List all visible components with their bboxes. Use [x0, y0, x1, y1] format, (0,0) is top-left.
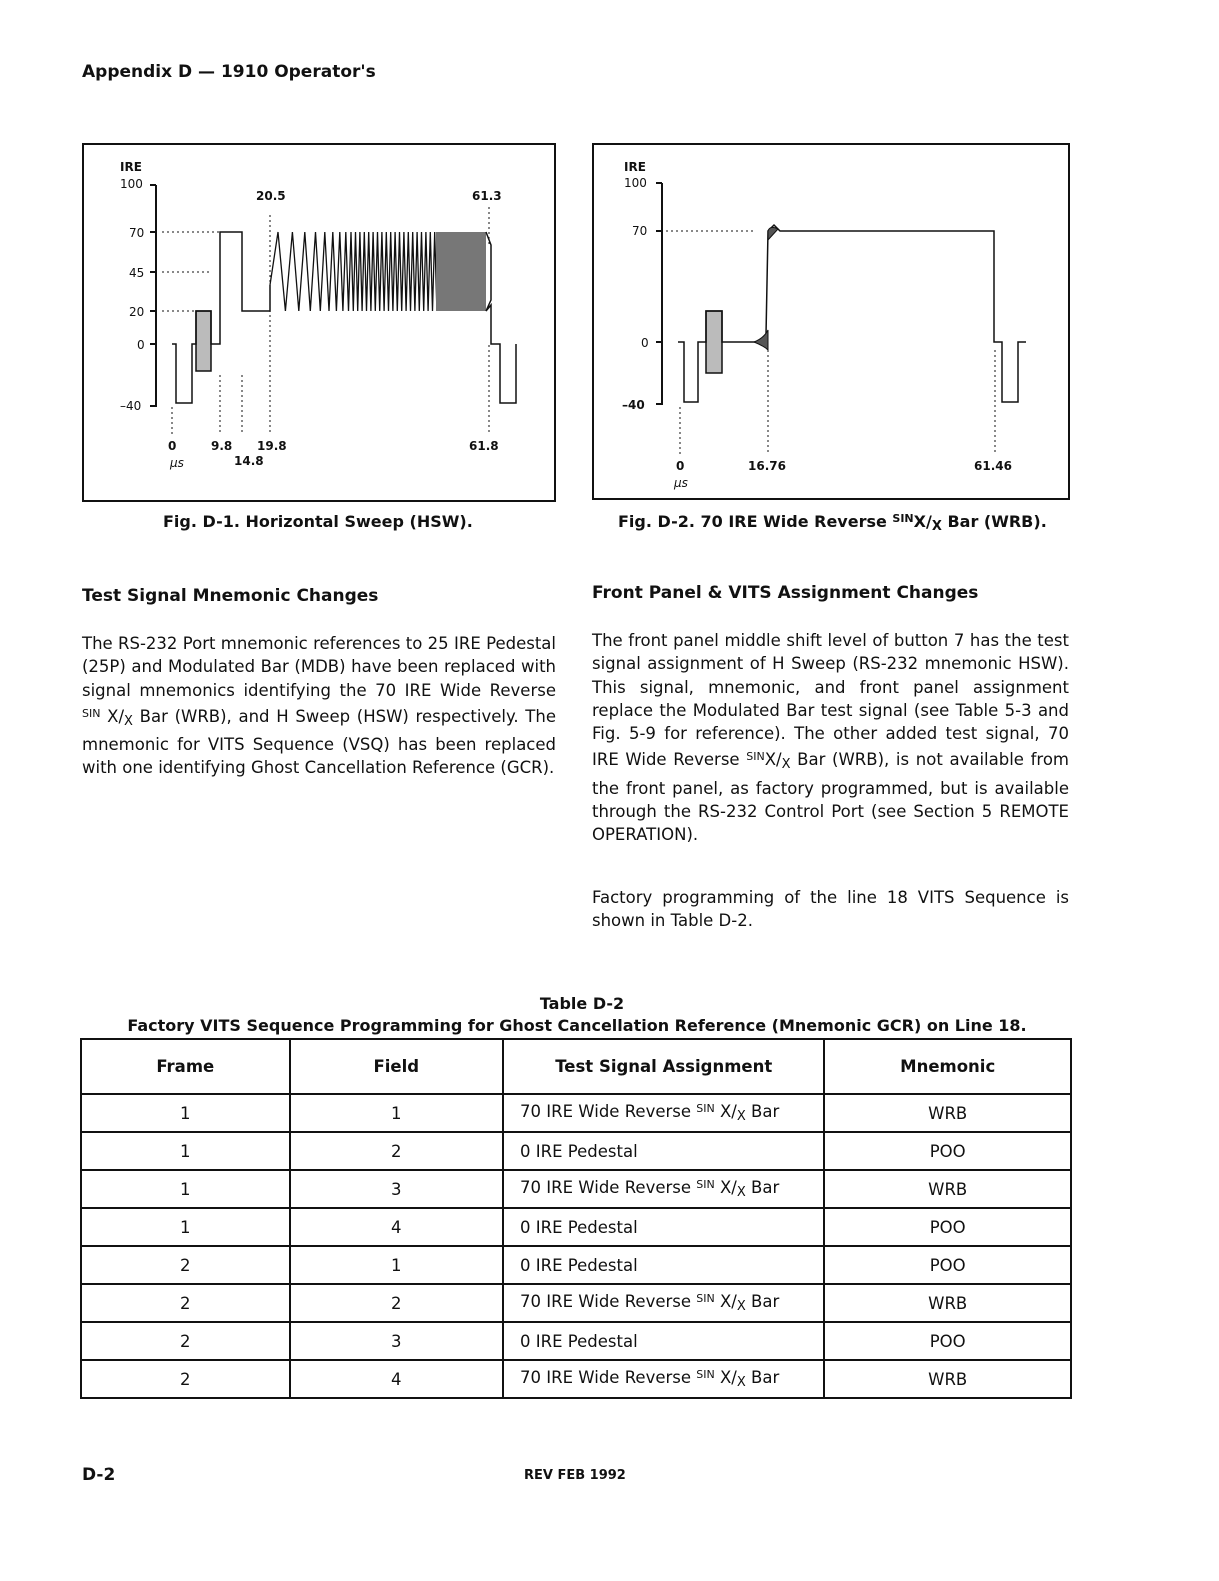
cell-test-signal: 0 IRE Pedestal: [503, 1246, 824, 1284]
cell-mnemonic: POO: [824, 1246, 1071, 1284]
hsw-waveform: [172, 232, 270, 403]
label-16-76: 16.76: [748, 459, 786, 473]
cell-test-signal: 70 IRE Wide Reverse $^{SIN}$ $X/_X$ Bar: [503, 1094, 824, 1132]
sweep-burst: [270, 232, 437, 311]
table-header-row: [81, 1039, 1071, 1094]
figure-d1-waveform: [84, 145, 554, 500]
table-subtitle: Factory VITS Sequence Programming for Ghost Cancellation Reference (Mnemonic GCR) on Line 18.: [127, 1016, 1027, 1035]
y-tick-100: 100: [120, 177, 143, 191]
y-tick-neg40: –40: [120, 399, 142, 413]
cell-field: 2: [290, 1284, 504, 1322]
table-title: Table D-2: [539, 994, 625, 1013]
cell-frame: 2: [81, 1360, 290, 1398]
table-row: [81, 1360, 1071, 1398]
y-tick-0: 0: [641, 336, 649, 350]
header-test-signal: Test Signal Assignment: [503, 1039, 824, 1094]
table-row: [81, 1094, 1071, 1132]
wrb-waveform: [678, 225, 1026, 402]
cell-frame: 1: [81, 1170, 290, 1208]
cell-test-signal: 70 IRE Wide Reverse $^{SIN}$ $X/_X$ Bar: [503, 1360, 824, 1398]
cell-mnemonic: POO: [824, 1322, 1071, 1360]
cell-mnemonic: POO: [824, 1208, 1071, 1246]
y-tick-70: 70: [632, 224, 648, 238]
cell-mnemonic: WRB: [824, 1360, 1071, 1398]
ire-label: IRE: [624, 160, 646, 174]
table-row: [81, 1284, 1071, 1322]
cell-field: 3: [290, 1322, 504, 1360]
ire-label: IRE: [120, 160, 142, 174]
vits-sequence-table: [80, 1038, 1072, 1399]
right-section-paragraph-2: Factory programming of the line 18 VITS Sequence is shown in Table D-2.: [592, 888, 1069, 931]
label-14-8: 14.8: [234, 454, 264, 468]
cell-frame: 2: [81, 1284, 290, 1322]
cell-field: 3: [290, 1170, 504, 1208]
figure-d2-wrb: [592, 143, 1070, 500]
y-axis: [656, 183, 662, 405]
table-row: [81, 1170, 1071, 1208]
label-61-46: 61.46: [974, 459, 1012, 473]
unit-us: µs: [674, 476, 688, 490]
cell-test-signal: 70 IRE Wide Reverse $^{SIN}$ $X/_X$ Bar: [503, 1284, 824, 1322]
y-axis: [150, 185, 156, 407]
header-field: Field: [290, 1039, 504, 1094]
header-mnemonic: Mnemonic: [824, 1039, 1071, 1094]
cell-mnemonic: WRB: [824, 1284, 1071, 1322]
cell-test-signal: 70 IRE Wide Reverse $^{SIN}$ $X/_X$ Bar: [503, 1170, 824, 1208]
cell-field: 4: [290, 1360, 504, 1398]
right-section-title: Front Panel & VITS Assignment Changes: [592, 583, 979, 603]
sweep-dense-region: [436, 232, 486, 311]
header-frame: Frame: [81, 1039, 290, 1094]
unit-us: µs: [170, 456, 184, 470]
cell-test-signal: 0 IRE Pedestal: [503, 1132, 824, 1170]
left-section-title: Test Signal Mnemonic Changes: [82, 586, 379, 606]
page-number: D-2: [82, 1465, 116, 1485]
cell-mnemonic: WRB: [824, 1094, 1071, 1132]
y-tick-100: 100: [624, 176, 647, 190]
y-tick-20: 20: [129, 305, 145, 319]
y-tick-45: 45: [129, 266, 145, 280]
cell-frame: 1: [81, 1208, 290, 1246]
cell-field: 2: [290, 1132, 504, 1170]
label-61-3: 61.3: [472, 189, 502, 203]
figure-d1-hsw: [82, 143, 556, 502]
cell-field: 1: [290, 1094, 504, 1132]
label-20-5: 20.5: [256, 189, 286, 203]
cell-frame: 1: [81, 1094, 290, 1132]
cell-frame: 2: [81, 1322, 290, 1360]
figure-d1-caption: Fig. D-1. Horizontal Sweep (HSW).: [163, 512, 473, 531]
cell-field: 4: [290, 1208, 504, 1246]
table-row: [81, 1246, 1071, 1284]
cell-frame: 2: [81, 1246, 290, 1284]
y-tick-neg40: –40: [622, 398, 645, 412]
label-61-8: 61.8: [469, 439, 499, 453]
table-row: [81, 1322, 1071, 1360]
table-row: [81, 1132, 1071, 1170]
right-section-paragraph-1: The front panel middle shift level of button 7 has the test signal assignment of H Sweep (RS-232 mnemonic HSW). This signal, mnemonic, and front panel assignment replace the Modulated Bar test signal (see Table 5-3 and Fig. 5-9 for reference). The other added test signal, 70 IRE Wide Reverse $^{SIN}X/_X$ Bar (WRB), is not available from the front panel, as factory programmed, but is available through the RS-232 Control Port (see Section 5 REMOTE OPERATION).: [592, 631, 1069, 845]
figure-d2-caption: Fig. D-2. 70 IRE Wide Reverse $^{SIN}X/_X$ Bar (WRB).: [618, 512, 1047, 534]
y-tick-0: 0: [137, 338, 145, 352]
cell-field: 1: [290, 1246, 504, 1284]
cell-frame: 1: [81, 1132, 290, 1170]
left-section-paragraph: The RS-232 Port mnemonic references to 25 IRE Pedestal (25P) and Modulated Bar (MDB) have been replaced with signal mnemonics identifying the 70 IRE Wide Reverse $^{SIN}$ $X/_X$ Bar (WRB), and H Sweep (HSW) respectively. The mnemonic for VITS Sequence (VSQ) has been replaced with one identifying Ghost Cancellation Reference (GCR).: [82, 634, 556, 778]
y-tick-70: 70: [129, 226, 145, 240]
cell-mnemonic: POO: [824, 1132, 1071, 1170]
label-19-8: 19.8: [257, 439, 287, 453]
label-0: 0: [168, 439, 177, 453]
label-9-8: 9.8: [211, 439, 233, 453]
label-0: 0: [676, 459, 685, 473]
figure-d2-waveform: [594, 145, 1068, 498]
cell-mnemonic: WRB: [824, 1170, 1071, 1208]
page-header: Appendix D — 1910 Operator's: [82, 62, 376, 82]
revision-date: REV FEB 1992: [524, 1468, 626, 1483]
table-row: [81, 1208, 1071, 1246]
cell-test-signal: 0 IRE Pedestal: [503, 1208, 824, 1246]
cell-test-signal: 0 IRE Pedestal: [503, 1322, 824, 1360]
